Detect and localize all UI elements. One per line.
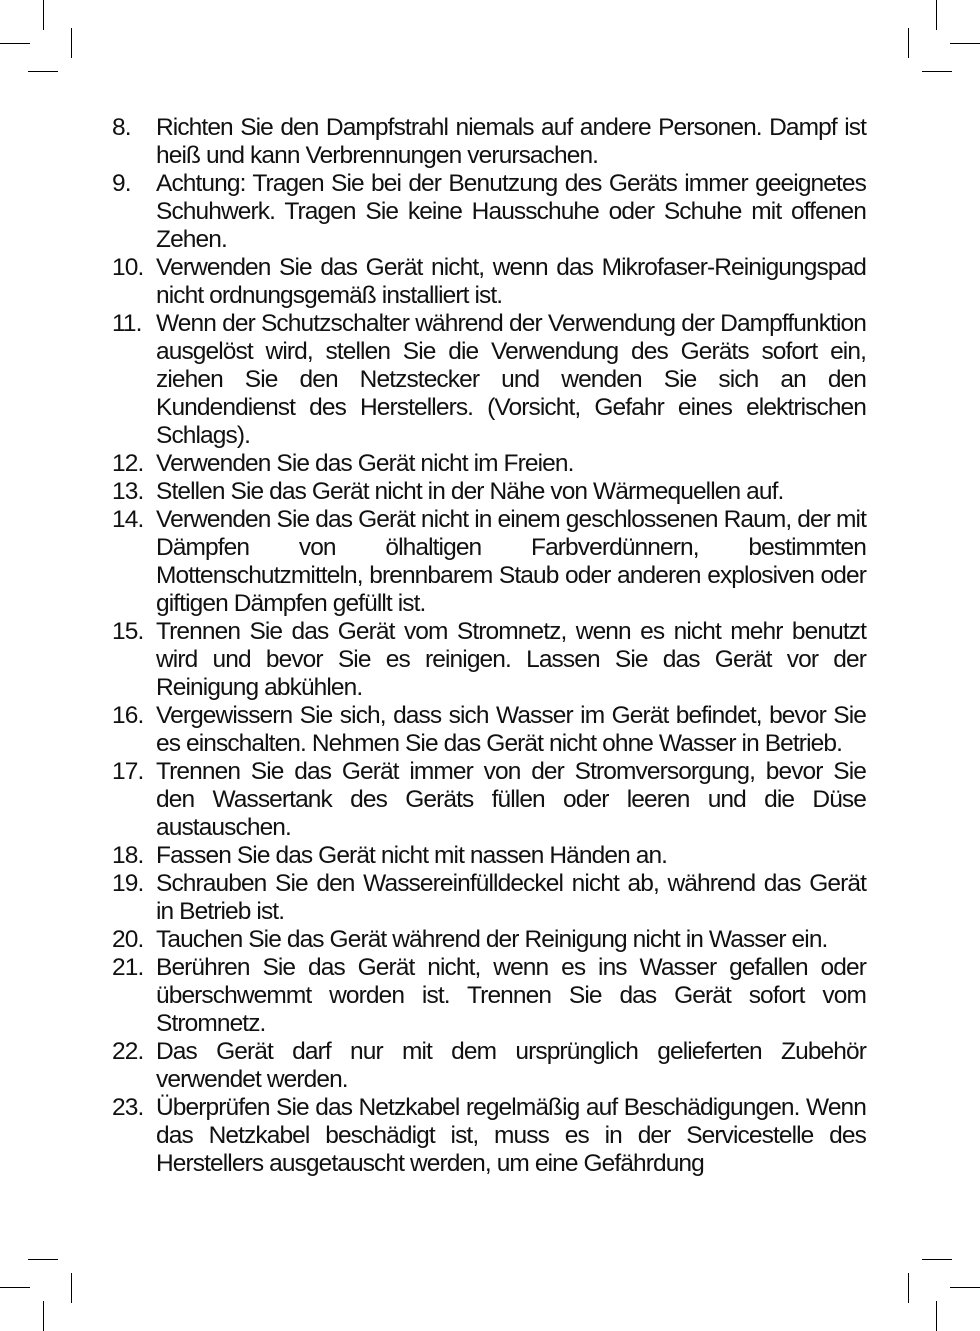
item-text: Tauchen Sie das Gerät während der Reinigung nicht in Wasser ein. (156, 926, 828, 953)
item-number: 16. (112, 702, 144, 729)
item-number: 18. (112, 842, 144, 869)
crop-mark (0, 1287, 30, 1288)
item-text: Überprüfen Sie das Netzkabel regelmäßig auf Beschädigungen. Wenn das Netzkabel beschädigt ist, muss es in der Servicestelle des Herstellers ausgetauscht werden, um eine Gefährdung (156, 1094, 866, 1177)
item-number: 23. (112, 1094, 144, 1121)
list-item (112, 1038, 866, 1094)
item-text: Fassen Sie das Gerät nicht mit nassen Händen an. (156, 842, 668, 869)
item-text: Stellen Sie das Gerät nicht in der Nähe von Wärmequellen auf. (156, 478, 784, 505)
item-number: 19. (112, 870, 144, 897)
crop-mark (28, 71, 58, 72)
item-number: 8. (112, 114, 131, 141)
list-item (112, 870, 866, 926)
crop-mark (936, 1301, 937, 1331)
list-item (112, 618, 866, 702)
item-number: 12. (112, 450, 144, 477)
list-item (112, 842, 866, 870)
item-text: Achtung: Tragen Sie bei der Benutzung des Geräts immer geeignetes Schuhwerk. Tragen Sie keine Hausschuhe oder Schuhe mit offenen Zehen. (156, 170, 866, 253)
crop-mark (43, 1301, 44, 1331)
crop-mark (43, 0, 44, 30)
crop-mark (908, 1273, 909, 1303)
item-text: Verwenden Sie das Gerät nicht im Freien. (156, 450, 574, 477)
item-text: Vergewissern Sie sich, dass sich Wasser im Gerät befindet, bevor Sie es einschalten. Nehmen Sie das Gerät nicht ohne Wasser in Betrieb. (156, 702, 866, 757)
crop-mark (922, 71, 952, 72)
item-number: 14. (112, 506, 144, 533)
item-text: Wenn der Schutzschalter während der Verwendung der Dampffunktion ausgelöst wird, stellen Sie die Verwendung des Geräts sofort ein, ziehen Sie den Netzstecker und wenden Sie sich an den Kundendienst des Herstellers. (Vorsicht, Gefahr eines elektrischen Schlags). (156, 310, 866, 449)
list-item (112, 506, 866, 618)
list-item (112, 1094, 866, 1178)
item-text: Trennen Sie das Gerät immer von der Stromversorgung, bevor Sie den Wassertank des Geräts füllen oder leeren und die Düse austauschen. (156, 758, 866, 841)
item-number: 13. (112, 478, 144, 505)
safety-instructions-list (112, 114, 866, 1178)
list-item (112, 170, 866, 254)
page-content (112, 114, 866, 1178)
crop-mark (908, 28, 909, 58)
list-item (112, 478, 866, 506)
item-text: Verwenden Sie das Gerät nicht, wenn das Mikrofaser-Reinigungspad nicht ordnungsgemäß installiert ist. (156, 254, 866, 309)
list-item (112, 758, 866, 842)
crop-mark (71, 1273, 72, 1303)
list-item (112, 702, 866, 758)
crop-mark (922, 1259, 952, 1260)
list-item (112, 450, 866, 478)
crop-mark (71, 28, 72, 58)
crop-mark (0, 43, 30, 44)
item-text: Trennen Sie das Gerät vom Stromnetz, wenn es nicht mehr benutzt wird und bevor Sie es reinigen. Lassen Sie das Gerät vor der Reinigung abkühlen. (156, 618, 866, 701)
item-number: 21. (112, 954, 144, 981)
crop-mark (28, 1259, 58, 1260)
list-item (112, 310, 866, 450)
list-item (112, 954, 866, 1038)
item-text: Das Gerät darf nur mit dem ursprünglich gelieferten Zubehör verwendet werden. (156, 1038, 866, 1093)
item-text: Berühren Sie das Gerät nicht, wenn es ins Wasser gefallen oder überschwemmt worden ist. Trennen Sie das Gerät sofort vom Stromnetz. (156, 954, 866, 1037)
list-item (112, 114, 866, 170)
item-number: 22. (112, 1038, 144, 1065)
item-number: 20. (112, 926, 144, 953)
item-text: Verwenden Sie das Gerät nicht in einem geschlossenen Raum, der mit Dämpfen von ölhaltigen Farbverdünnern, bestimmten Mottenschutzmitteln, brennbarem Staub oder anderen explosiven oder giftigen Dämpfen gefüllt ist. (156, 506, 866, 617)
item-number: 10. (112, 254, 144, 281)
crop-mark (950, 1287, 980, 1288)
list-item (112, 926, 866, 954)
item-number: 15. (112, 618, 144, 645)
item-text: Richten Sie den Dampfstrahl niemals auf andere Personen. Dampf ist heiß und kann Verbrennungen verursachen. (156, 114, 866, 169)
item-number: 9. (112, 170, 131, 197)
list-item (112, 254, 866, 310)
crop-mark (936, 0, 937, 30)
item-text: Schrauben Sie den Wassereinfülldeckel nicht ab, während das Gerät in Betrieb ist. (156, 870, 866, 925)
item-number: 11. (112, 310, 142, 337)
crop-mark (950, 43, 980, 44)
item-number: 17. (112, 758, 144, 785)
